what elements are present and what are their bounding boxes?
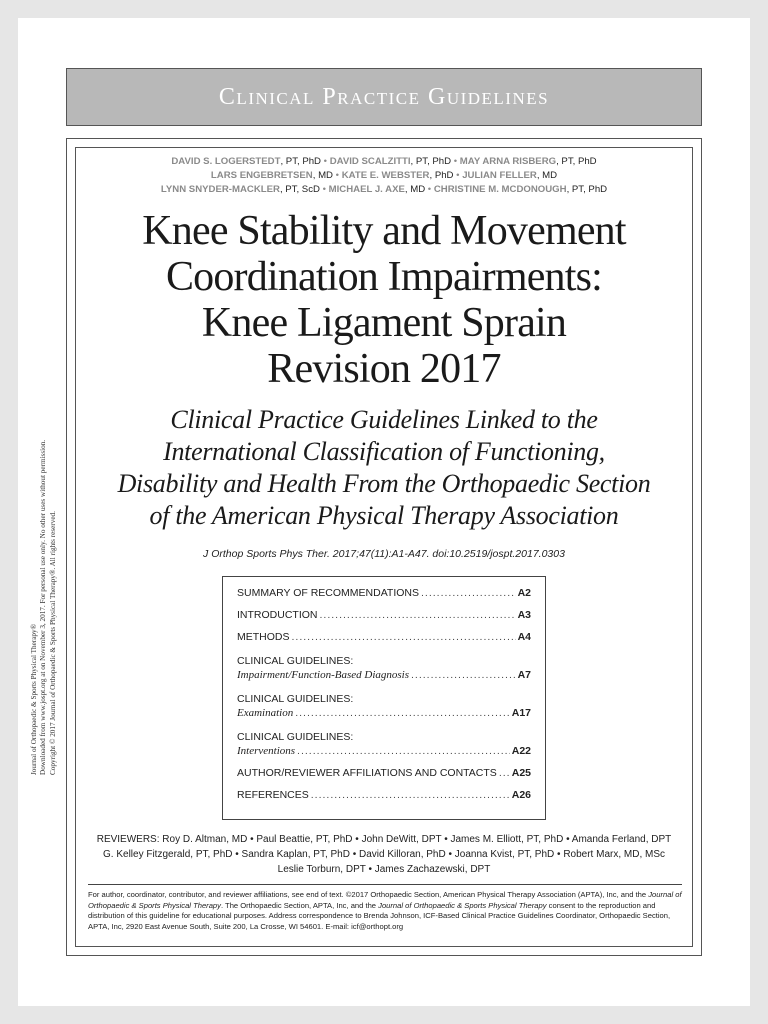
toc-label: AUTHOR/REVIEWER AFFILIATIONS AND CONTACTS <box>237 767 497 779</box>
toc-page-number: A7 <box>517 669 531 681</box>
toc-page-number: A17 <box>511 707 531 719</box>
author-line <box>20 155 748 169</box>
author-name: LARS ENGEBRETSEN <box>210 170 313 181</box>
author-line <box>20 169 748 183</box>
toc-page-number: A3 <box>517 609 531 621</box>
article-title <box>20 208 748 392</box>
toc-page-number: A25 <box>511 767 531 779</box>
toc-leader-dots <box>292 631 516 643</box>
subtitle-line: Clinical Practice Guidelines Linked to the <box>170 405 598 434</box>
footer-text: . The Orthopaedic Section, APTA, Inc, and the <box>220 900 379 910</box>
toc-entry-line <box>237 789 531 805</box>
toc-item[interactable] <box>237 631 531 647</box>
side-note-line: Journal of Orthopaedic & Sports Physical Therapy® <box>29 623 38 775</box>
toc-label: METHODS <box>237 631 290 643</box>
author-name: DAVID S. LOGERSTEDT <box>171 156 281 167</box>
footer-note <box>88 884 682 932</box>
toc-label: REFERENCES <box>237 789 309 801</box>
reviewers-line: REVIEWERS: Roy D. Altman, MD • Paul Beattie, PT, PhD • John DeWitt, DPT • James M. Elliott, PT, PhD • Amanda Ferland, DPT <box>96 834 672 845</box>
toc-leader-dots <box>411 669 516 681</box>
author-name: KATE E. WEBSTER <box>341 170 430 181</box>
author-credentials: , MD <box>312 170 333 181</box>
author-name: JULIAN FELLER <box>462 170 537 181</box>
toc-item[interactable] <box>237 767 531 783</box>
title-line: Knee Stability and Movement <box>142 208 626 254</box>
subtitle-line: of the American Physical Therapy Association <box>149 501 619 530</box>
toc-page-number: A4 <box>517 631 531 643</box>
toc-item[interactable] <box>237 691 531 723</box>
title-line: Coordination Impairments: <box>165 254 603 300</box>
toc-entry-line <box>237 631 531 647</box>
toc-leader-dots <box>295 707 510 719</box>
title-line: Revision 2017 <box>267 346 501 392</box>
toc-leader-dots <box>311 789 510 801</box>
toc-section-head: CLINICAL GUIDELINES: <box>237 731 354 743</box>
author-name: MICHAEL J. AXE <box>328 184 405 195</box>
toc-entry-line <box>237 609 531 625</box>
toc-page-number: A26 <box>511 789 531 801</box>
toc-page-number: A22 <box>511 745 531 757</box>
bullet-separator: • <box>425 184 434 195</box>
toc-item[interactable] <box>237 587 531 603</box>
toc-section-head: CLINICAL GUIDELINES: <box>237 655 354 667</box>
toc-leader-dots <box>320 609 516 621</box>
toc-label: SUMMARY OF RECOMMENDATIONS <box>237 587 420 599</box>
table-of-contents <box>222 576 546 820</box>
toc-label: Impairment/Function-Based Diagnosis <box>237 669 410 681</box>
footer-text: For author, coordinator, contributor, and reviewer affiliations, see end of text. ©2017 Orthopaedic Section, American Physical Therapy Association (APTA), Inc, and the <box>88 890 649 899</box>
bullet-separator: • <box>451 156 460 167</box>
side-note-line: Downloaded from www.jospt.org at on November 3, 2017. For personal use only. No other uses without permission. <box>39 439 48 775</box>
author-credentials: , PT, PhD <box>410 156 452 167</box>
toc-label: Examination <box>237 707 294 719</box>
reviewers <box>20 832 748 877</box>
bullet-separator: • <box>319 184 329 195</box>
author-credentials: , PT, ScD <box>279 184 320 195</box>
toc-item[interactable] <box>237 789 531 805</box>
toc-leader-dots <box>499 767 510 779</box>
subtitle-line: Disability and Health From the Orthopaedic Section <box>117 469 651 498</box>
bullet-separator: • <box>453 170 463 181</box>
footer-text: consent to the reproduction and distribution of this guideline for educational purposes. Address correspondence to Brenda Johnson, ICF-Based Clinical Practice Guidelines Coordinator, Orthopaedic Section, APTA, Inc, 2920 East Avenue South, Suite 200, La Crosse, WI 54601. E-mail: icf@orthopt.org <box>88 900 671 931</box>
author-name: LYNN SNYDER-MACKLER <box>160 184 280 195</box>
section-banner <box>66 68 702 126</box>
author-list <box>20 155 748 197</box>
author-name: DAVID SCALZITTI <box>329 156 411 167</box>
subtitle-line: International Classification of Functioning, <box>163 437 605 466</box>
author-name: MAY ARNA RISBERG <box>459 156 557 167</box>
author-credentials: , PT, PhD <box>566 184 608 195</box>
toc-section-head: CLINICAL GUIDELINES: <box>237 693 354 705</box>
author-credentials: , PhD <box>429 170 454 181</box>
toc-page-number: A2 <box>517 587 531 599</box>
author-name: CHRISTINE M. MCDONOUGH <box>433 184 567 195</box>
side-note-line: Copyright © 2017 Journal of Orthopaedic & Sports Physical Therapy®. All rights reserved. <box>48 511 57 775</box>
author-credentials: , PT, PhD <box>280 156 321 167</box>
reviewers-line: G. Kelley Fitzgerald, PT, PhD • Sandra Kaplan, PT, PhD • David Killoran, PhD • Joanna Kvist, PT, PhD • Robert Marx, MD, MSc <box>103 849 665 860</box>
journal-name: Journal of Orthopaedic & Sports Physical Therapy <box>88 890 682 910</box>
toc-entry-line <box>237 707 531 723</box>
toc-label: INTRODUCTION <box>237 609 318 621</box>
citation: J Orthop Sports Phys Ther. 2017;47(11):A1-A47. doi:10.2519/jospt.2017.0303 <box>203 548 565 560</box>
toc-leader-dots <box>421 587 516 599</box>
article-subtitle <box>10 404 758 532</box>
banner-title: Clinical Practice Guidelines <box>218 83 550 110</box>
toc-entry-line <box>237 745 531 761</box>
toc-label: Interventions <box>237 745 296 757</box>
bullet-separator: • <box>333 170 342 181</box>
author-line <box>20 183 748 197</box>
reviewers-line: Leslie Torburn, DPT • James Zachazewski, DPT <box>277 864 491 875</box>
toc-item[interactable] <box>237 729 531 761</box>
author-credentials: , MD <box>536 170 558 181</box>
toc-entry-line <box>237 767 531 783</box>
bullet-separator: • <box>321 156 330 167</box>
toc-item[interactable] <box>237 653 531 685</box>
title-line: Knee Ligament Sprain <box>201 300 567 346</box>
journal-name: Journal of Orthopaedic & Sports Physical Therapy <box>378 900 547 910</box>
author-credentials: , PT, PhD <box>556 156 597 167</box>
toc-entry-line <box>237 587 531 603</box>
toc-leader-dots <box>297 745 510 757</box>
toc-item[interactable] <box>237 609 531 625</box>
toc-entry-line <box>237 669 531 685</box>
author-credentials: , MD <box>404 184 426 195</box>
